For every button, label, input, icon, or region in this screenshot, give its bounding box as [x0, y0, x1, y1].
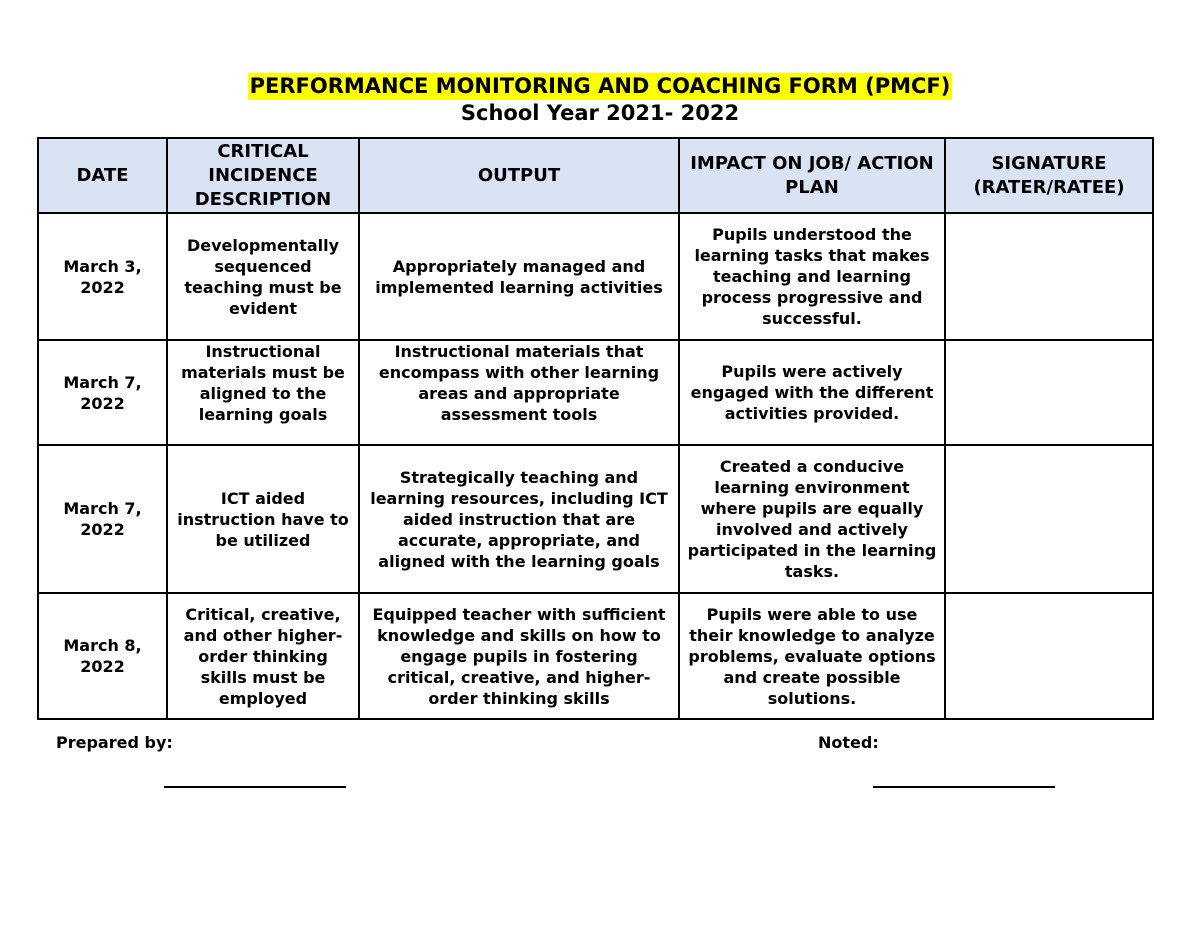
header-impact: IMPACT ON JOB/ ACTION PLAN [679, 138, 945, 213]
noted-label: Noted: [818, 733, 879, 752]
prepared-by-label: Prepared by: [56, 733, 173, 752]
table-row [38, 593, 1153, 719]
cell-impact: Pupils were actively engaged with the different activities provided. [679, 340, 945, 445]
header-critical-incidence: CRITICAL INCIDENCE DESCRIPTION [167, 138, 359, 213]
cell-date: March 7, 2022 [38, 340, 167, 445]
cell-signature [945, 593, 1153, 719]
cell-impact: Pupils understood the learning tasks that makes teaching and learning process progressive and successful. [679, 213, 945, 340]
cell-incidence: Developmentally sequenced teaching must be evident [167, 213, 359, 340]
cell-incidence: ICT aided instruction have to be utilized [167, 445, 359, 593]
noted-signature-line [873, 786, 1055, 788]
header-signature: SIGNATURE (RATER/RATEE) [945, 138, 1153, 213]
cell-output: Equipped teacher with sufficient knowledge and skills on how to engage pupils in fostering critical, creative, and higher-order thinking skills [359, 593, 679, 719]
cell-signature [945, 340, 1153, 445]
cell-output: Strategically teaching and learning resources, including ICT aided instruction that are accurate, appropriate, and aligned with the learning goals [359, 445, 679, 593]
table-row [38, 445, 1153, 593]
cell-date: March 3, 2022 [38, 213, 167, 340]
header-date: DATE [38, 138, 167, 213]
cell-impact: Created a conducive learning environment where pupils are equally involved and actively participated in the learning tasks. [679, 445, 945, 593]
form-title: PERFORMANCE MONITORING AND COACHING FORM (PMCF) [249, 74, 951, 98]
header-output: OUTPUT [359, 138, 679, 213]
table-header-row [38, 138, 1153, 213]
table-row [38, 340, 1153, 445]
cell-incidence: Instructional materials must be aligned to the learning goals [167, 340, 359, 445]
pmcf-table [37, 137, 1154, 720]
prepared-by-signature-line [164, 786, 346, 788]
cell-incidence: Critical, creative, and other higher-order thinking skills must be employed [167, 593, 359, 719]
cell-date: March 7, 2022 [38, 445, 167, 593]
cell-date: March 8, 2022 [38, 593, 167, 719]
table-row [38, 213, 1153, 340]
document-header [0, 73, 1200, 127]
cell-output: Appropriately managed and implemented learning activities [359, 213, 679, 340]
school-year: School Year 2021- 2022 [460, 101, 740, 125]
cell-output: Instructional materials that encompass with other learning areas and appropriate assessment tools [359, 340, 679, 445]
cell-signature [945, 213, 1153, 340]
cell-signature [945, 445, 1153, 593]
cell-impact: Pupils were able to use their knowledge to analyze problems, evaluate options and create possible solutions. [679, 593, 945, 719]
